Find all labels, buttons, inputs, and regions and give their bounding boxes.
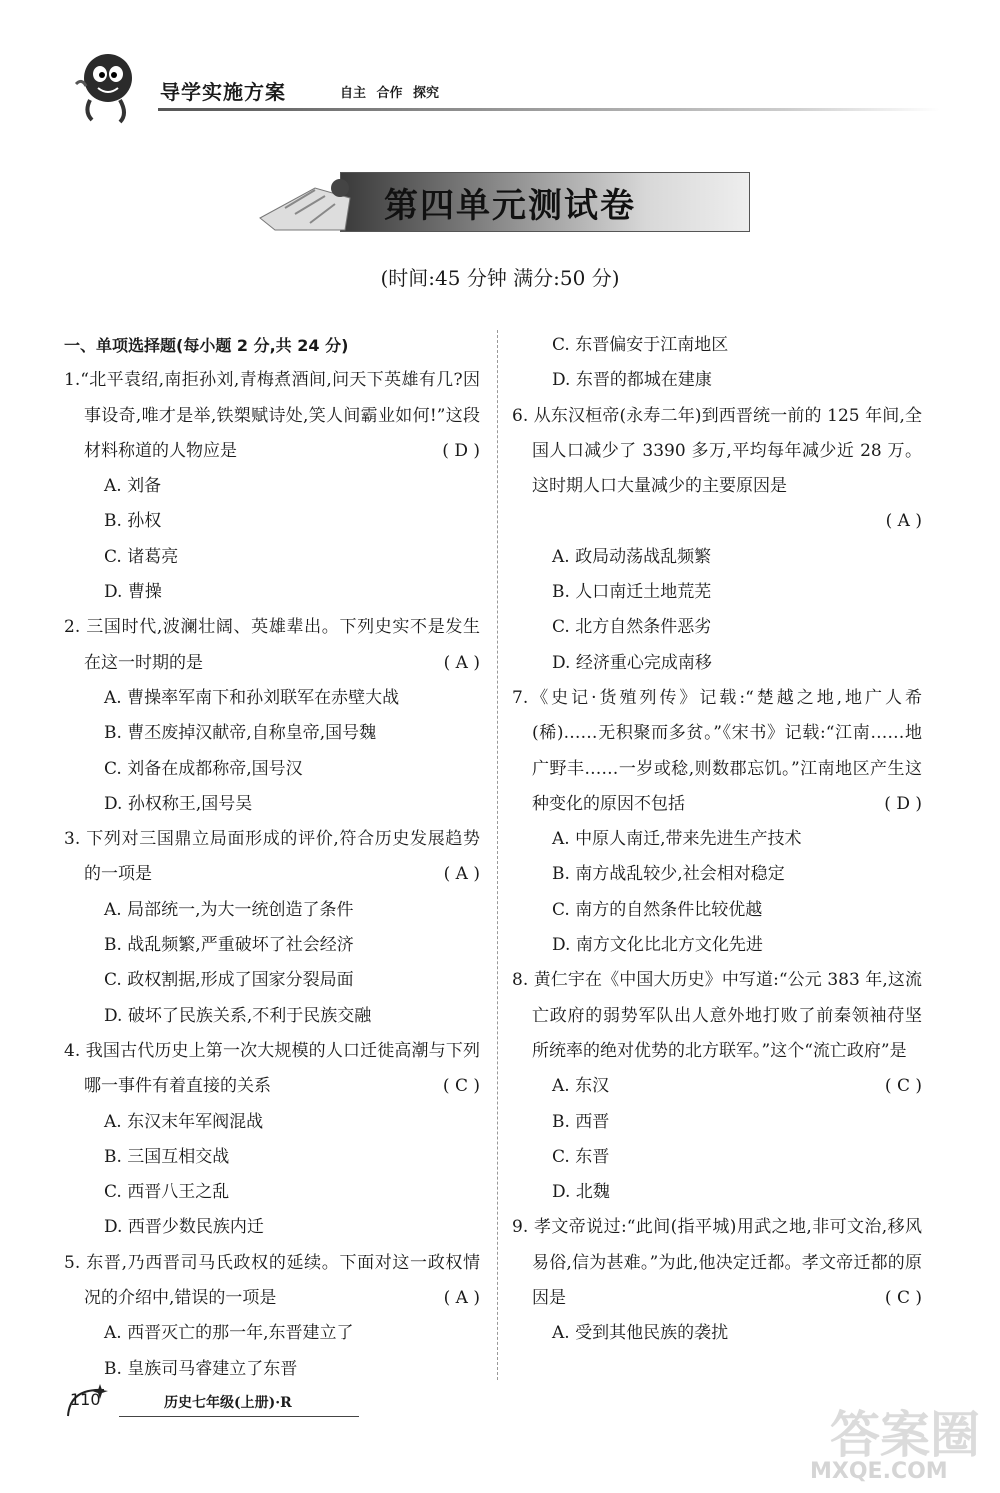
answer-option: C. 西晋八王之乱 xyxy=(104,1182,230,1203)
book-label: 历史七年级(上册)·R xyxy=(164,1395,292,1411)
question-stem xyxy=(64,822,480,893)
question-text: 1.“北平袁绍,南拒孙刘,青梅煮酒间,问天下英雄有几?因事设奇,唯才是举,铁槊赋诗处,笑人间霸业如何!”这段材料称道的人物应是 xyxy=(64,370,480,461)
answer-option: D. 西晋少数民族内迁 xyxy=(104,1217,264,1238)
answer-option: D. 东晋的都城在建康 xyxy=(552,370,712,391)
answer-row xyxy=(512,504,922,539)
answer-option: D. 曹操 xyxy=(104,582,162,603)
question-stem xyxy=(64,1246,480,1317)
right-column xyxy=(512,328,922,1352)
watermark-logo: 答案圈 xyxy=(830,1406,980,1464)
question-stem xyxy=(64,610,480,681)
column-divider xyxy=(497,330,498,1380)
page-header xyxy=(60,40,940,130)
answer-option: B. 孙权 xyxy=(104,511,162,532)
header-rule xyxy=(158,108,940,111)
answer-option: A. 东汉末年军阀混战 xyxy=(104,1111,264,1132)
answer-option: D. 南方文化比北方文化先进 xyxy=(552,935,763,956)
watermark xyxy=(810,1395,990,1490)
answer-option: C. 政权割据,形成了国家分裂局面 xyxy=(104,970,354,991)
answer-option: B. 曹丕废掉汉献帝,自称皇帝,国号魏 xyxy=(104,723,377,744)
answer-option: C. 刘备在成都称帝,国号汉 xyxy=(104,758,303,779)
answer-option: D. 破坏了民族关系,不利于民族交融 xyxy=(104,1005,372,1026)
answer-option: C. 诸葛亮 xyxy=(104,546,179,567)
answer-mark: ( C ) xyxy=(884,1076,922,1097)
answer-mark: ( C ) xyxy=(442,1076,480,1097)
answer-option: A. 局部统一,为大一统创造了条件 xyxy=(104,899,354,920)
answer-option: A. 政局动荡战乱频繁 xyxy=(552,546,712,567)
question-stem xyxy=(512,1210,922,1316)
answer-option: D. 北魏 xyxy=(552,1182,610,1203)
answer-option: B. 三国互相交战 xyxy=(104,1146,230,1167)
answer-mark: ( A ) xyxy=(443,1288,480,1309)
watermark-site: MXQE.COM xyxy=(810,1459,948,1484)
page-footer xyxy=(64,1382,364,1422)
left-column xyxy=(64,328,480,1387)
test-title: 第四单元测试卷 xyxy=(384,186,636,226)
question-text: 6. 从东汉桓帝(永寿二年)到西晋统一前的 125 年间,全国人口减少了 3390 多万,平均每年减少近 28 万。这时期人口大量减少的主要原因是 xyxy=(512,405,922,497)
header-motto: 自主 合作 探究 xyxy=(340,86,440,101)
answer-option: C. 东晋偏安于江南地区 xyxy=(552,335,729,355)
answer-option: A. 中原人南迁,带来先进生产技术 xyxy=(552,829,802,850)
question-text: 8. 黄仁宇在《中国大历史》中写道:“公元 383 年,这流亡政府的弱势军队出人意外地打败了前秦领袖苻坚所统率的绝对优势的北方联军。”这个“流亡政府”是 xyxy=(512,970,922,1061)
answer-mark: ( D ) xyxy=(442,440,480,461)
answer-option: B. 战乱频繁,严重破坏了社会经济 xyxy=(104,935,354,956)
answer-option: A. 东汉 xyxy=(552,1076,610,1097)
answer-option: D. 孙权称王,国号吴 xyxy=(104,793,253,814)
question-text: 7.《史记·货殖列传》记载:“楚越之地,地广人希(稀)……无积聚而多贫。”《宋书》记载:“江南……地广野丰……一岁或稔,则数郡忘饥。”江南地区产生这种变化的原因不包括 xyxy=(512,687,922,814)
answer-option: B. 皇族司马睿建立了东晋 xyxy=(104,1358,298,1379)
mascot-icon xyxy=(70,44,142,126)
answer-option: C. 北方自然条件恶劣 xyxy=(552,617,712,638)
header-title: 导学实施方案 xyxy=(160,80,286,104)
question-stem xyxy=(512,681,922,822)
title-banner xyxy=(255,168,750,234)
footer-rule xyxy=(119,1416,359,1417)
question-text: 9. 孝文帝说过:“此间(指平城)用武之地,非可文治,移风易俗,信为甚难。”为此,他决定迁都。孝文帝迁都的原因是 xyxy=(512,1217,922,1309)
answer-option: A. 曹操率军南下和孙刘联军在赤壁大战 xyxy=(104,687,400,708)
question-text: 4. 我国古代历史上第一次大规模的人口迁徙高潮与下列哪一事件有着直接的关系 xyxy=(64,1040,480,1097)
answer-option: B. 人口南迁土地荒芜 xyxy=(552,582,712,603)
question-text: 3. 下列对三国鼎立局面形成的评价,符合历史发展趋势的一项是 xyxy=(64,829,480,885)
answer-mark: ( A ) xyxy=(885,511,922,532)
answer-option: A. 刘备 xyxy=(104,476,162,497)
question-stem xyxy=(64,1034,480,1105)
answer-option: A. 西晋灭亡的那一年,东晋建立了 xyxy=(104,1323,354,1344)
question-stem xyxy=(64,363,480,469)
answer-option: C. 东晋 xyxy=(552,1146,610,1167)
answer-mark: ( A ) xyxy=(443,652,480,673)
answer-mark: ( C ) xyxy=(884,1288,922,1309)
answer-option: B. 南方战乱较少,社会相对稳定 xyxy=(552,864,785,885)
page-number: 110 xyxy=(70,1390,101,1409)
question-text: 5. 东晋,乃西晋司马氏政权的延续。下面对这一政权情况的介绍中,错误的一项是 xyxy=(64,1252,480,1309)
section-title: 一、单项选择题(每小题 2 分,共 24 分) xyxy=(64,336,349,355)
exam-info: (时间:45 分钟 满分:50 分) xyxy=(380,266,620,290)
answer-option: C. 南方的自然条件比较优越 xyxy=(552,899,763,920)
answer-option: A. 受到其他民族的袭扰 xyxy=(552,1323,729,1344)
question-stem xyxy=(512,399,922,505)
question-text: 2. 三国时代,波澜壮阔、英雄辈出。下列史实不是发生在这一时期的是 xyxy=(64,617,480,673)
answer-option: D. 经济重心完成南移 xyxy=(552,652,712,673)
answer-mark: ( A ) xyxy=(443,864,480,885)
answer-mark: ( D ) xyxy=(884,793,922,814)
answer-option: B. 西晋 xyxy=(552,1111,610,1132)
